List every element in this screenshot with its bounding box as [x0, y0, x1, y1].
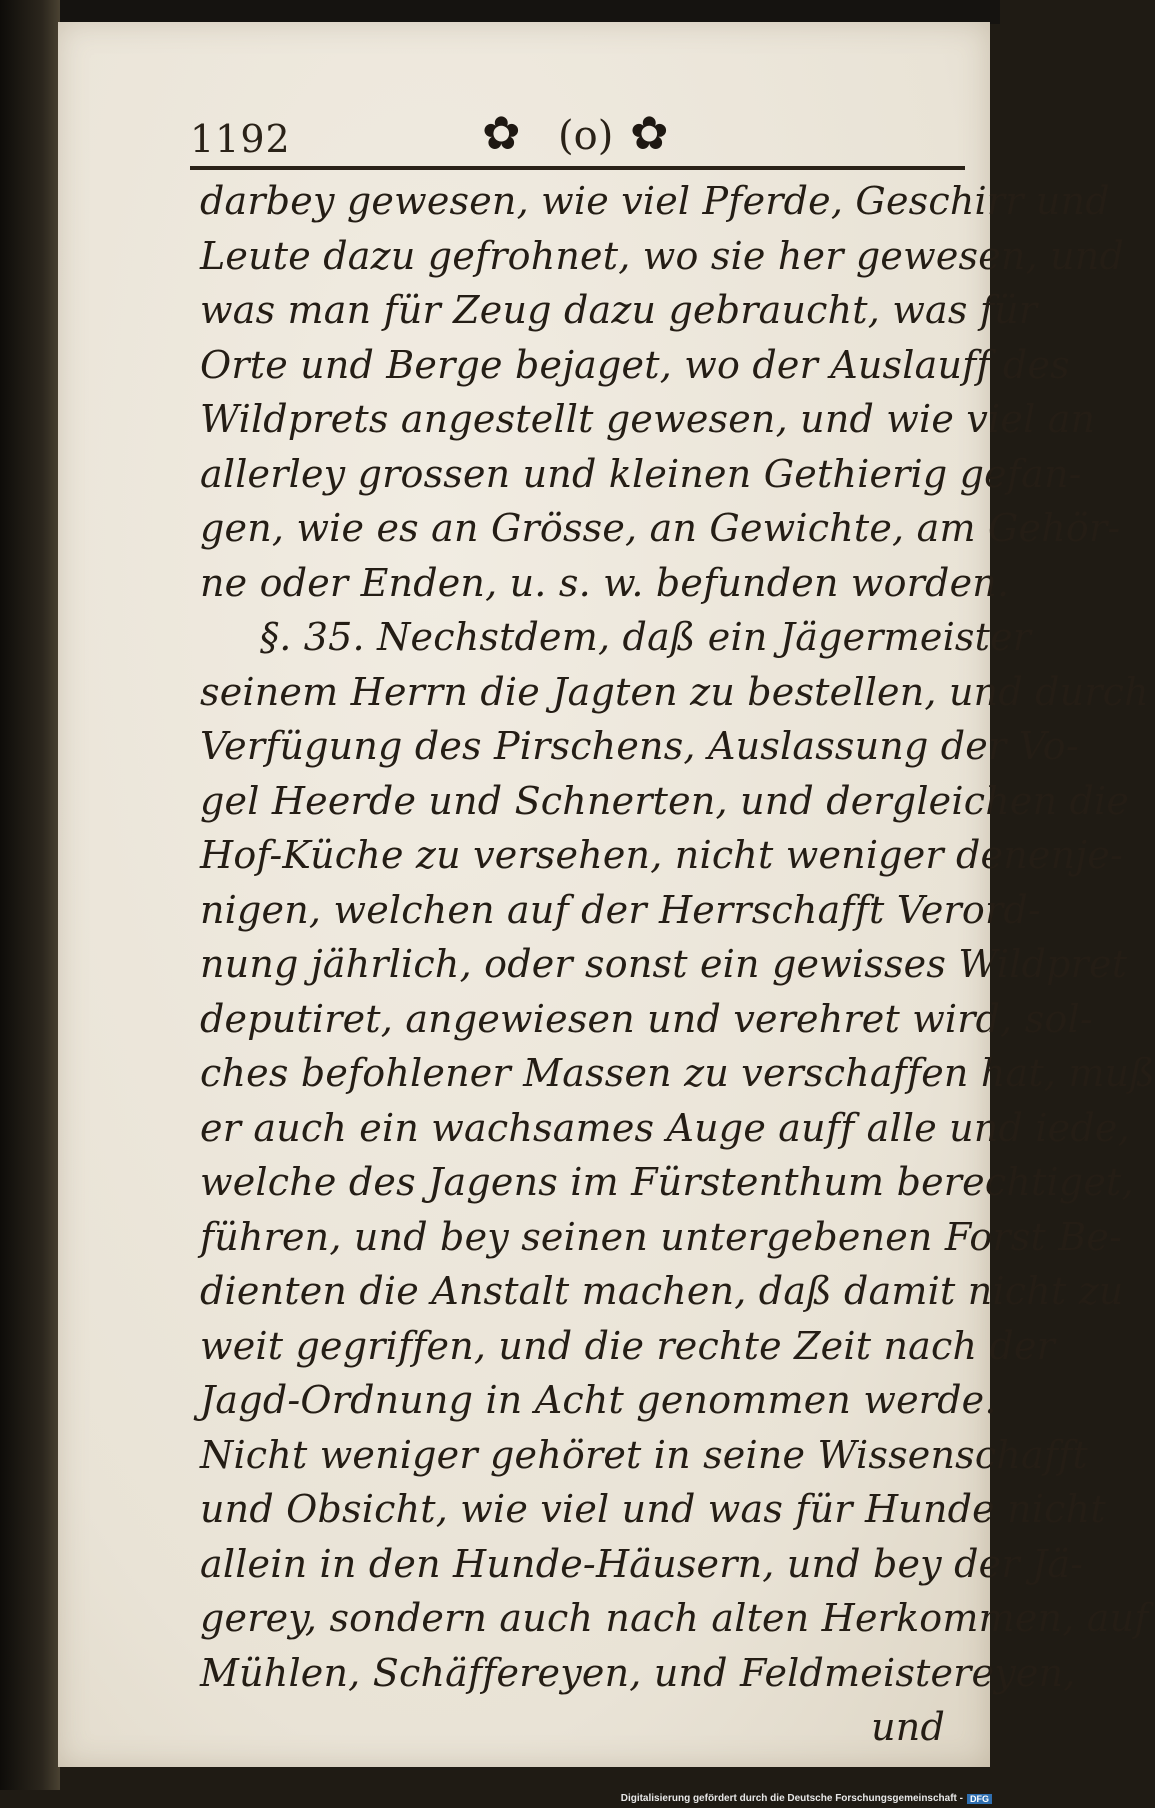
text-line: ne oder Enden, u. s. w. befunden worden.: [200, 560, 1010, 605]
scan-top-edge: [0, 0, 1000, 24]
credit-text: Digitalisierung gefördert durch die Deutsche Forschungsgemeinschaft -: [620, 1793, 963, 1804]
text-line: Nicht weniger gehöret in seine Wissenschafft: [200, 1432, 1088, 1477]
header-rule: [190, 166, 965, 170]
text-line: seinem Herrn die Jagten zu bestellen, und durch: [200, 669, 1149, 714]
text-line: allein in den Hunde-Häusern, und bey der Jä-: [200, 1541, 1084, 1586]
text-line: Hof-Küche zu versehen, nicht weniger denenje-: [200, 833, 1123, 877]
text-line: führen, und bey seinen untergebenen Forst Be-: [200, 1214, 1123, 1259]
text-line: weit gegriffen, und die rechte Zeit nach der: [200, 1323, 1056, 1368]
text-line: welche des Jagens im Fürstenthum berechtiget,: [200, 1160, 1134, 1204]
page-number: 1192: [190, 117, 291, 161]
digitization-credit: [621, 1793, 992, 1804]
text-line: Jagd-Ordnung in Acht genommen werde.: [200, 1378, 997, 1422]
header-mark: (o): [558, 113, 614, 159]
text-line: Mühlen, Schäffereyen, und Feldmeistereyen,: [200, 1650, 1076, 1695]
flower-ornament-icon: ✿: [482, 106, 521, 160]
catchword: und: [871, 1705, 945, 1749]
flower-ornament-icon: ✿: [630, 106, 669, 160]
text-line: was man für Zeug dazu gebraucht, was für: [200, 288, 1038, 332]
text-line: allerley grossen und kleinen Gethierig gefan-: [200, 451, 1082, 496]
text-line: Orte und Berge bejaget, wo der Auslauff des: [200, 342, 1070, 387]
book-binding: [0, 0, 60, 1790]
text-line: gerey, sondern auch nach alten Herkommen, auf: [200, 1596, 1149, 1640]
text-line: er auch ein wachsames Auge auff alle und iede,: [200, 1105, 1130, 1150]
text-line: darbey gewesen, wie viel Pferde, Geschirr und: [200, 179, 1110, 223]
text-line: ches befohlener Massen zu verschaffen hat, muß: [200, 1051, 1155, 1095]
paragraph-start-line: §. 35. Nechstdem, daß ein Jägermeister: [260, 615, 1032, 659]
text-line: nigen, welchen auf der Herrschafft Verord-: [200, 887, 1041, 932]
dfg-logo: DFG: [967, 1794, 992, 1804]
text-line: Wildprets angestellt gewesen, und wie viel an: [200, 397, 1096, 441]
text-line: Verfügung des Pirschens, Auslassung der Vo-: [200, 724, 1079, 768]
text-line: gen, wie es an Grösse, an Gewichte, am Gehör-: [200, 506, 1121, 550]
text-line: dienten die Anstalt machen, daß damit nicht zu: [200, 1269, 1124, 1313]
text-line: Leute dazu gefrohnet, wo sie her gewesen, und: [200, 233, 1125, 278]
text-line: gel Heerde und Schnerten, und dergleichen die: [200, 778, 1130, 823]
text-line: und Obsicht, wie viel und was für Hunde nicht: [200, 1487, 1106, 1531]
body-text: [200, 174, 1155, 1755]
text-line: deputiret, angewiesen und verehret wird, sol-: [200, 996, 1093, 1041]
page-header: [190, 105, 960, 165]
text-line: nung jährlich, oder sonst ein gewisses Wildpret: [200, 942, 1128, 986]
